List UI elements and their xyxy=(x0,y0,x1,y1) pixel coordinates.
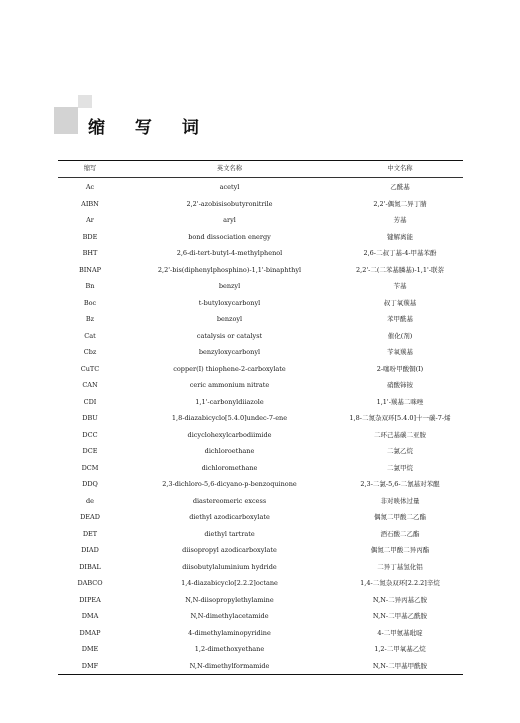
cell-english: acetyl xyxy=(219,183,240,191)
table-row xyxy=(58,542,463,559)
table-row xyxy=(58,311,463,328)
cell-abbr: DABCO xyxy=(77,579,103,587)
cell-chinese: 2-噻吩甲酸铜(Ⅰ) xyxy=(376,364,424,373)
table-row xyxy=(58,608,463,625)
cell-english: dicyclohexylcarbodiimide xyxy=(187,430,272,439)
cell-chinese: 1,4-二氮杂双环[2.2.2]辛烷 xyxy=(360,579,440,587)
cell-chinese: 4-二甲氨基吡啶 xyxy=(377,628,423,637)
cell-abbr: DDQ xyxy=(82,480,98,488)
cell-abbr: DBU xyxy=(82,414,98,422)
cell-english: diisopropyl azodicarboxylate xyxy=(182,546,277,554)
header-abbr: 缩写 xyxy=(83,165,97,172)
cell-chinese: 芳基 xyxy=(393,216,407,224)
table-row xyxy=(58,410,463,427)
cell-abbr: DCC xyxy=(82,430,98,439)
cell-abbr: de xyxy=(85,496,94,505)
cell-english: N,N-diisopropylethylamine xyxy=(185,595,274,604)
cell-abbr: AIBN xyxy=(81,199,99,208)
table-row xyxy=(58,229,463,246)
cell-abbr: BHT xyxy=(82,249,98,257)
table-row xyxy=(58,592,463,609)
cell-chinese: 乙酰基 xyxy=(390,183,410,191)
table-row xyxy=(58,658,463,675)
table-row xyxy=(58,179,463,196)
cell-english: diastereomeric excess xyxy=(192,496,267,505)
cell-chinese: 1,2-二甲氧基乙烷 xyxy=(374,645,426,653)
cell-english: aryl xyxy=(223,216,236,224)
cell-abbr: DIAD xyxy=(81,546,99,554)
table-row xyxy=(58,245,463,262)
cell-english: t-butyloxycarbonyl xyxy=(198,298,261,307)
cell-abbr: Boc xyxy=(83,298,97,307)
cell-chinese: 硝酸铈铵 xyxy=(387,381,413,389)
cell-english: 1,8-diazabicyclo[5.4.0]undec-7-ene xyxy=(171,414,288,422)
cell-chinese: N,N-二甲基甲酰胺 xyxy=(372,661,428,670)
table-row xyxy=(58,344,463,361)
cell-english: 1,2-dimethoxyethane xyxy=(194,645,265,653)
cell-abbr: DMA xyxy=(81,612,99,620)
cell-abbr: BDE xyxy=(82,232,98,241)
cell-chinese: 非对映体过量 xyxy=(380,496,420,505)
table-row xyxy=(58,460,463,477)
table-row xyxy=(58,394,463,411)
cell-chinese: 酒石酸二乙酯 xyxy=(380,529,420,538)
cell-abbr: CAN xyxy=(82,381,98,389)
cell-english: benzoyl xyxy=(216,315,243,323)
cell-english: 1,1'-carbonyldiiazole xyxy=(195,397,264,406)
page-title: 缩 写 词 xyxy=(88,118,211,138)
table-header-row xyxy=(58,161,463,178)
cell-english: 2,6-di-tert-butyl-4-methylphenol xyxy=(176,249,283,257)
cell-abbr: DCE xyxy=(82,447,98,455)
table-row xyxy=(58,262,463,279)
cell-chinese: 二环己基碳二亚胺 xyxy=(374,430,426,439)
cell-chinese: 偶氮二甲酸二乙酯 xyxy=(374,513,426,521)
cell-english: 2,3-dichloro-5,6-dicyano-p-benzoquinone xyxy=(162,480,297,488)
cell-english: N,N-dimethylacetamide xyxy=(190,612,269,620)
table-row xyxy=(58,476,463,493)
cell-abbr: DCM xyxy=(81,463,99,472)
cell-chinese: 苯甲酰基 xyxy=(387,315,413,323)
cell-english: copper(Ⅰ) thiophene-2-carboxylate xyxy=(173,364,286,373)
header-english: 英文名称 xyxy=(216,165,243,172)
table-row xyxy=(58,443,463,460)
cell-abbr: DIPEA xyxy=(79,595,101,604)
cell-abbr: Cbz xyxy=(83,348,97,356)
cell-chinese: 2,3-二氯-5,6-二氰基对苯醌 xyxy=(360,480,440,488)
cell-abbr: DIBAL xyxy=(79,562,101,571)
cell-chinese: 二氯甲烷 xyxy=(387,463,413,472)
cell-abbr: CuTC xyxy=(80,364,100,373)
decorative-square-large xyxy=(54,107,78,134)
cell-chinese: 二异丁基氢化铝 xyxy=(377,562,423,571)
table-row xyxy=(58,328,463,345)
cell-chinese: 键解离能 xyxy=(387,232,413,241)
table-row xyxy=(58,559,463,576)
cell-chinese: 2,6-二叔丁基-4-甲基苯酚 xyxy=(363,249,437,257)
cell-chinese: 苄氧羰基 xyxy=(387,348,413,356)
cell-chinese: N,N-二甲基乙酰胺 xyxy=(372,612,428,620)
table-bottom-rule xyxy=(58,674,463,675)
cell-chinese: 二氯乙烷 xyxy=(387,447,413,455)
cell-abbr: Cat xyxy=(84,331,96,340)
cell-english: catalysis or catalyst xyxy=(196,331,263,340)
header-chinese: 中文名称 xyxy=(387,165,413,172)
table-row xyxy=(58,377,463,394)
table-row xyxy=(58,427,463,444)
cell-english: dichloroethane xyxy=(204,447,255,455)
cell-abbr: Ar xyxy=(86,216,94,224)
table-row xyxy=(58,361,463,378)
table-row xyxy=(58,493,463,510)
cell-english: 4-dimethylaminopyridine xyxy=(188,628,271,637)
cell-english: 2,2'-azobisisobutyronitrile xyxy=(186,199,273,208)
cell-chinese: 2,2'-偶氮二异丁腈 xyxy=(373,199,427,208)
cell-abbr: DMF xyxy=(81,661,99,670)
cell-abbr: BINAP xyxy=(78,265,102,274)
cell-english: N,N-dimethylformamide xyxy=(189,661,270,670)
cell-english: dichloromethane xyxy=(201,463,258,472)
cell-chinese: 1,8-二氮杂双环[5.4.0]十一碳-7-烯 xyxy=(349,414,451,422)
cell-chinese: 催化(剂) xyxy=(387,331,413,340)
table-row xyxy=(58,526,463,543)
decorative-square-small xyxy=(78,95,92,108)
cell-chinese: 1,1'-羰基二咪唑 xyxy=(376,397,424,406)
cell-english: 1,4-diazabicyclo[2.2.2]octane xyxy=(181,579,278,587)
cell-english: benzyloxycarbonyl xyxy=(198,348,261,356)
table-row xyxy=(58,641,463,658)
cell-chinese: 叔丁氧羰基 xyxy=(383,298,417,307)
cell-english: diisobutylaluminium hydride xyxy=(182,562,277,571)
cell-chinese: 偶氮二甲酸二异丙酯 xyxy=(370,546,430,554)
cell-chinese: 苄基 xyxy=(393,282,407,290)
table-row xyxy=(58,575,463,592)
cell-english: 2,2'-bis(diphenylphosphino)-1,1'-binaphthyl xyxy=(157,265,302,274)
cell-abbr: DEAD xyxy=(80,513,100,521)
cell-abbr: DET xyxy=(82,529,98,538)
cell-abbr: DMAP xyxy=(79,628,101,637)
table-row xyxy=(58,196,463,213)
cell-abbr: CDI xyxy=(83,397,97,406)
cell-abbr: DME xyxy=(81,645,99,653)
cell-abbr: Ac xyxy=(85,183,95,191)
cell-english: diethyl tartrate xyxy=(204,529,255,538)
cell-abbr: Bz xyxy=(85,315,95,323)
cell-english: benzyl xyxy=(218,282,241,290)
cell-english: bond dissociation energy xyxy=(188,232,271,241)
cell-english: ceric ammonium nitrate xyxy=(189,381,270,389)
cell-chinese: 2,2'-二(二苯基膦基)-1,1'-联萘 xyxy=(356,265,444,274)
table-row xyxy=(58,295,463,312)
table-row xyxy=(58,509,463,526)
table-row xyxy=(58,212,463,229)
table-row xyxy=(58,278,463,295)
cell-english: diethyl azodicarboxylate xyxy=(189,513,270,521)
table-header-rule xyxy=(58,177,463,178)
table-row xyxy=(58,625,463,642)
cell-abbr: Bn xyxy=(85,282,95,290)
cell-chinese: N,N-二异丙基乙胺 xyxy=(372,595,428,604)
